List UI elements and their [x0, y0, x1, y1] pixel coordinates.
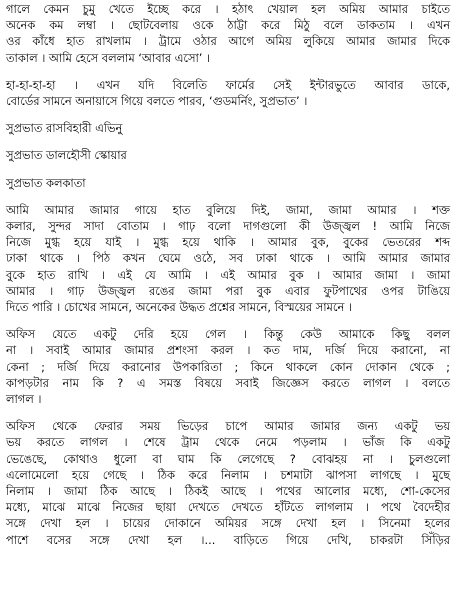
- text-line: নিলাম । জামা ঠিক আছে । ঠিকই আছে । পথের আলোর মধ্যে, শো-কেসের: [6, 484, 450, 499]
- text-line: না । সবাই আমার জামার প্রশংসা করল । কত দাম, দর্জি দিয়ে করানো, না: [6, 343, 450, 358]
- paragraph-3: [6, 202, 450, 315]
- text-line: আমার । গাঢ় উজ্জ্বল রঙের জামা পরা বুক এবার ফুটপাথের ওপর টাঙিয়ে: [6, 283, 450, 298]
- text-line: বুকে হাত রাখি । এই যে আমি । এই আমার বুক । আমার জামা । জামা: [6, 267, 450, 282]
- text-line: অফিস থেকে ফেরার সময় ভিড়ের চাপে আমার জামার জন্য একটু ভয়: [6, 419, 450, 434]
- text-line: গালে কেমন চুমু খেতে ইচ্ছে করে । হঠাৎ খেয়াল হল অমিয় আমার চাইতে: [6, 2, 450, 16]
- text-line: সুপ্রভাত কলকাতা: [6, 175, 86, 190]
- greeting-line-1: [6, 120, 450, 136]
- text-line: ভেঙেছে, কোথাও ধুলো বা ঘাম কি লেগেছে ? বোঝহয় না । চুলগুলো: [6, 451, 450, 466]
- text-line: পাশে বসের সঙ্গে দেখা হল ।... বাড়িতে গিয়ে দেখি, চাকরটা সিঁড়ির: [6, 532, 450, 547]
- text-line: অফিস যেতে একটু দেরি হয়ে গেল । কিন্তু কেউ আমাকে কিছু বলল: [6, 327, 450, 342]
- text-line: লাগল ।: [6, 392, 42, 407]
- text-line: হা-হা-হা-হা । এখন যদি বিলেতি ফার্মের সেই ইন্টারভুতে আবার ডাকে,: [6, 77, 450, 92]
- text-line: সুপ্রভাত ডালহৌসী স্কোয়ার: [6, 148, 127, 163]
- text-line: সুপ্রভাত রাসবিহারী এভিনু: [6, 121, 123, 136]
- text-line: এলোমেলো হয়ে গেছে । ঠিক করে নিলাম । চশমাটা ঝাপসা লাগছে । মুছে: [6, 467, 450, 482]
- text-line: সঙ্গে দেখা হল । চায়ের দোকানে অমিয়র সঙ্গে দেখা হল । সিনেমা হলের: [6, 516, 450, 531]
- greeting-line-3: [6, 175, 450, 191]
- text-line: দিতে পারি । চোখের সামনে, অনেকের উদ্ধত প্রশ্নের সামনে, বিস্ময়ের সামনে ।: [6, 300, 352, 315]
- text-line: নিজে মুগ্ধ হয়ে যাই । মুগ্ধ হয়ে থাকি । আমার বুক, বুকের ভেতরের শব্দ: [6, 235, 450, 250]
- text-line: অনেক কম লম্বা । ছোটবেলায় ওকে ঠাট্টা করে মিঠু বলে ডাকতাম । এখন: [6, 18, 450, 33]
- paragraph-2: [6, 77, 450, 109]
- text-line: ঢাকা থাকে । পিঠ কখন ঘেমে ওঠে, সব ঢাকা থাকে । আমি আমার জামার: [6, 251, 450, 266]
- text-line: মধ্যে, মাঝে মাঝে নিজের ছায়া দেখতে দেখতে হাঁটতে লাগলাম । পথে বৈদেহীর: [6, 500, 450, 515]
- greeting-line-2: [6, 147, 450, 163]
- text-line: তাকাল । আমি হেসে বললাম ‘আবার এসো’ ।: [6, 50, 211, 65]
- text-line: কাপড়টার নাম কি ? এ সমস্ত বিষয়ে সবাই জিজ্ঞেস করতে লাগল । বলতে: [6, 375, 450, 390]
- text-line: ভয় করতে লাগল । শেষে ট্রাম থেকে নেমে পড়লাম । ভাঁজ কি একটু: [6, 435, 450, 450]
- paragraph-5: [6, 418, 450, 548]
- text-line: বোর্ডের সামনে অনায়াসে গিয়ে বলতে পারব, ‘গুডমর্নিং, সুপ্রভাত’ ।: [6, 94, 308, 109]
- text-line: কলার, সুন্দর সাদা বোতাম । গাঢ় বলো দাগগুলো কী উজ্জ্বল ! আমি নিজে: [6, 219, 450, 234]
- paragraph-4: [6, 326, 450, 407]
- text-line: কেনা ; দর্জি দিয়ে করানোর উপকারিতা ; কিনে থাকলে কোন দোকান থেকে ;: [6, 359, 450, 374]
- text-line: আমি আমার জামার গায়ে হাত বুলিয়ে দিই, জামা, জামা আমার । শক্ত: [6, 202, 450, 217]
- text-line: ওর কাঁধে হাত রাখলাম । ট্রামে ওঠার আগে অমিয় লুকিয়ে আমার জামার দিকে: [6, 34, 450, 49]
- paragraph-1: [6, 1, 450, 66]
